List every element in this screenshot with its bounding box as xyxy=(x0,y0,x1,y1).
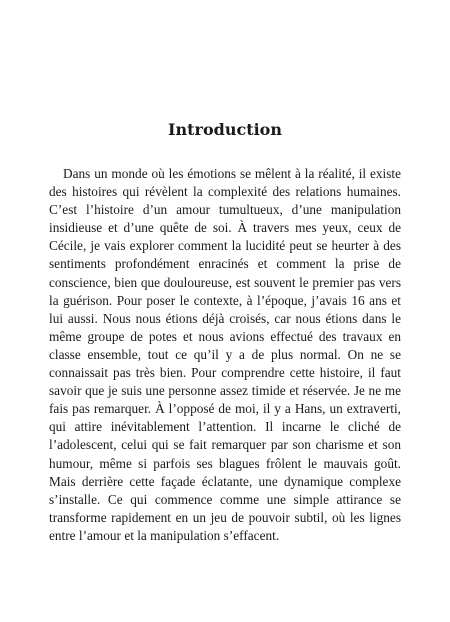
chapter-title: Introduction xyxy=(168,120,282,139)
body-paragraph: Dans un monde où les émotions se mêlent à la réalité, il existe des histoires qui révèlent la complexité des relations humaines. C’est l’histoire d’un amour tumultueux, d’une manipulation insidieuse et d’une quête de soi. À travers mes yeux, ceux de Cécile, je vais explorer comment la lucidité peut se heurter à des sentiments profondément enracinés et comment la prise de conscience, bien que douloureuse, est souvent le premier pas vers la guérison. Pour poser le contexte, à l’époque, j’avais 16 ans et lui aussi. Nous nous étions déjà croisés, car nous étions dans le même groupe de potes et nous avions effectué des travaux en classe ensemble, tout ce qu’il y a de plus normal. On ne se connaissait pas très bien. Pour comprendre cette histoire, il faut savoir que je suis une personne assez timide et réservée. Je ne me fais pas remarquer. À l’opposé de moi, il y a Hans, un extraverti, qui attire inévitablement l’attention. Il incarne le cliché de l’adolescent, celui qui se fait remarquer par son charisme et son humour, même si parfois ses blagues frôlent le mauvais goût. Mais derrière cette façade éclatante, une dynamique complexe s’installe. Ce qui commence comme une simple attirance se transforme rapidement en un jeu de pouvoir subtil, où les lignes entre l’amour et la manipulation s’effacent. xyxy=(49,166,401,543)
